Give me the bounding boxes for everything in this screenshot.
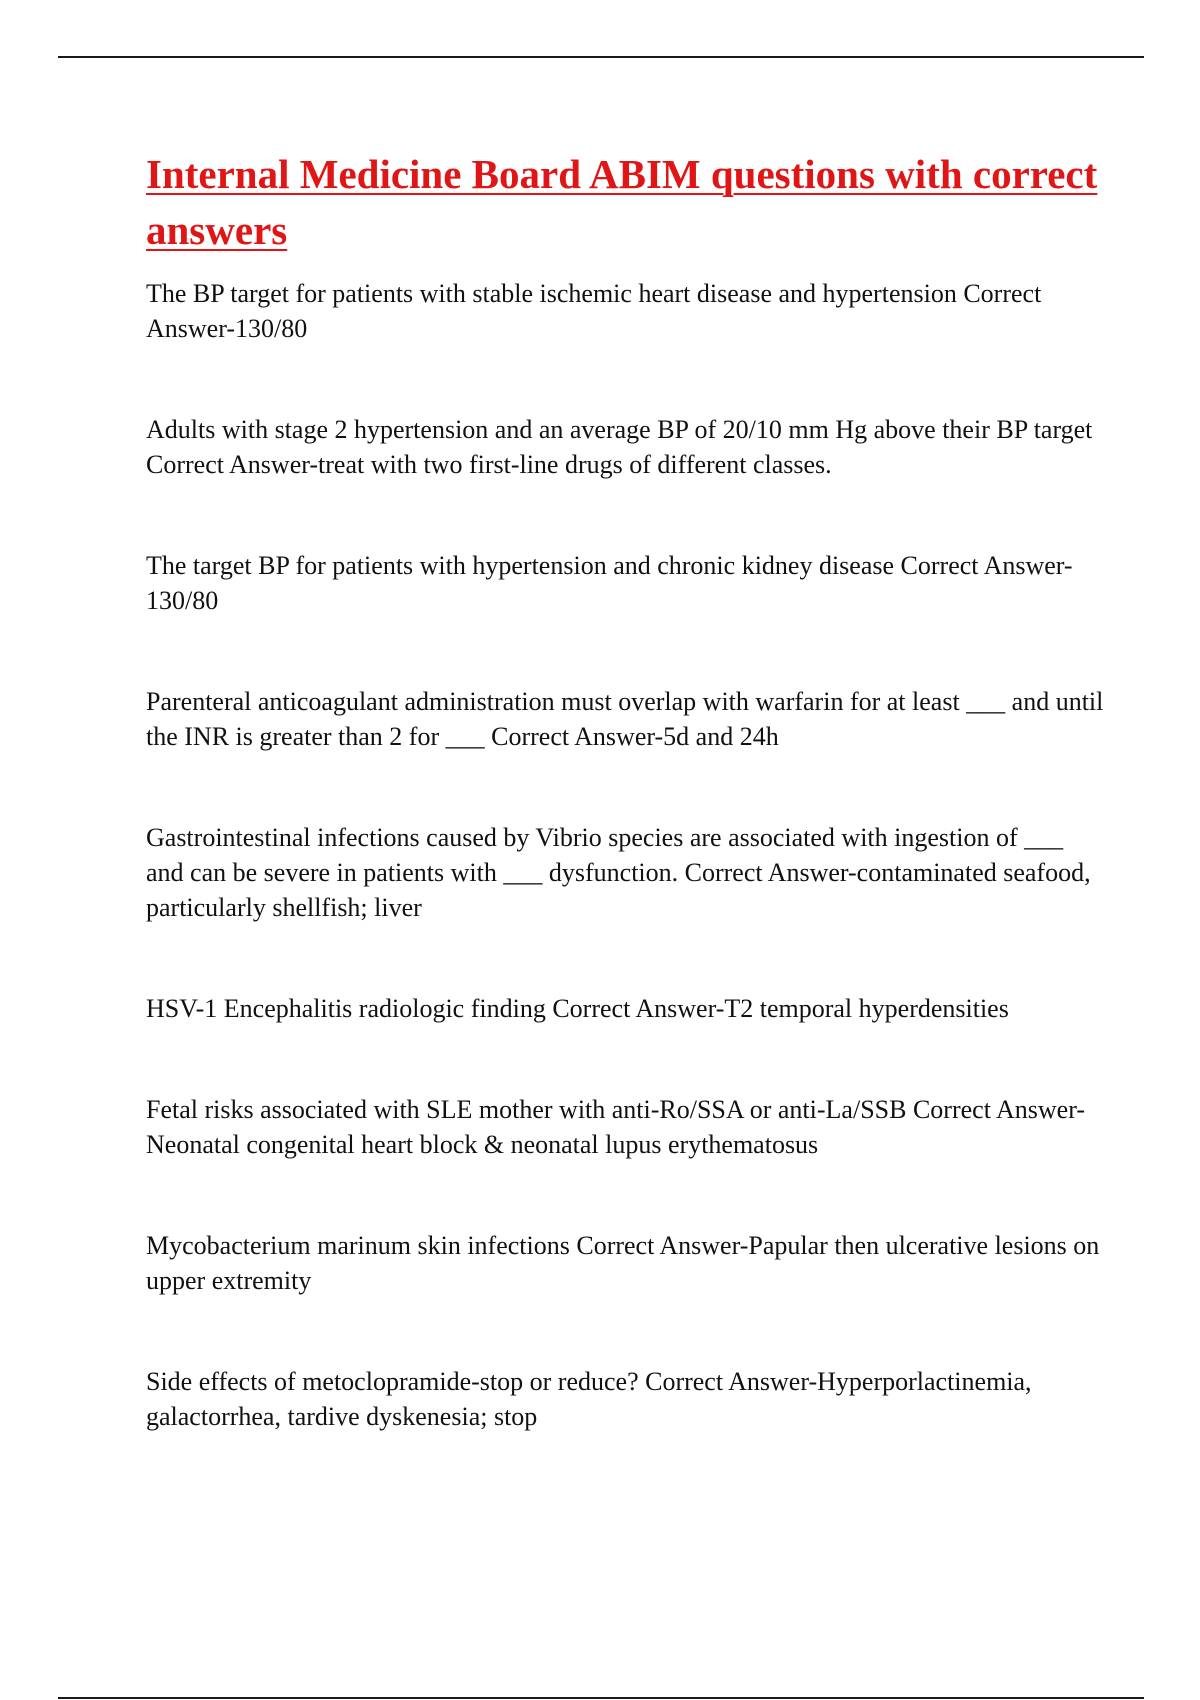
question-text: Parenteral anticoagulant administration must overlap with warfarin for at least ___ and until the INR is greater than 2 for ___ [146,687,1104,751]
answer-text: Correct Answer-5d and 24h [491,722,779,751]
answer-text: Correct Answer-Neonatal congenital heart block & neonatal lupus erythematosus [146,1095,1085,1159]
top-rule [58,56,1144,58]
question-text: Side effects of metoclopramide-stop or reduce? [146,1367,639,1396]
answer-text: Correct Answer-treat with two first-line drugs of different classes. [146,450,832,479]
qa-item [146,412,1106,482]
bottom-rule [58,1697,1144,1699]
question-text: Adults with stage 2 hypertension and an average BP of 20/10 mm Hg above their BP target [146,415,1093,444]
question-text: The target BP for patients with hypertension and chronic kidney disease [146,551,895,580]
answer-text: Correct Answer-T2 temporal hyperdensities [552,994,1009,1023]
question-text: Gastrointestinal infections caused by Vibrio species are associated with ingestion of ___ and can be severe in patients with ___ dysfunction. [146,823,1064,887]
question-text: HSV-1 Encephalitis radiologic finding [146,994,546,1023]
qa-item [146,1364,1106,1434]
answer-text: Correct Answer-130/80 [146,551,1073,615]
qa-item [146,820,1106,925]
answer-text: Correct Answer-Hyperporlactinemia, galactorrhea, tardive dyskenesia; stop [146,1367,1032,1431]
question-text: Mycobacterium marinum skin infections [146,1231,570,1260]
qa-item [146,276,1106,346]
qa-item [146,1092,1106,1162]
answer-text: Correct Answer-130/80 [146,279,1042,343]
answer-text: Correct Answer-contaminated seafood, particularly shellfish; liver [146,858,1091,922]
document-body [146,146,1106,1434]
answer-text: Correct Answer-Papular then ulcerative lesions on upper extremity [146,1231,1100,1295]
qa-list [146,276,1106,1434]
document-title: Internal Medicine Board ABIM questions with correct answers [146,151,1098,253]
qa-item [146,684,1106,754]
qa-item [146,991,1106,1026]
qa-item [146,1228,1106,1298]
qa-item [146,548,1106,618]
question-text: Fetal risks associated with SLE mother with anti-Ro/SSA or anti-La/SSB [146,1095,907,1124]
question-text: The BP target for patients with stable ischemic heart disease and hypertension [146,279,957,308]
